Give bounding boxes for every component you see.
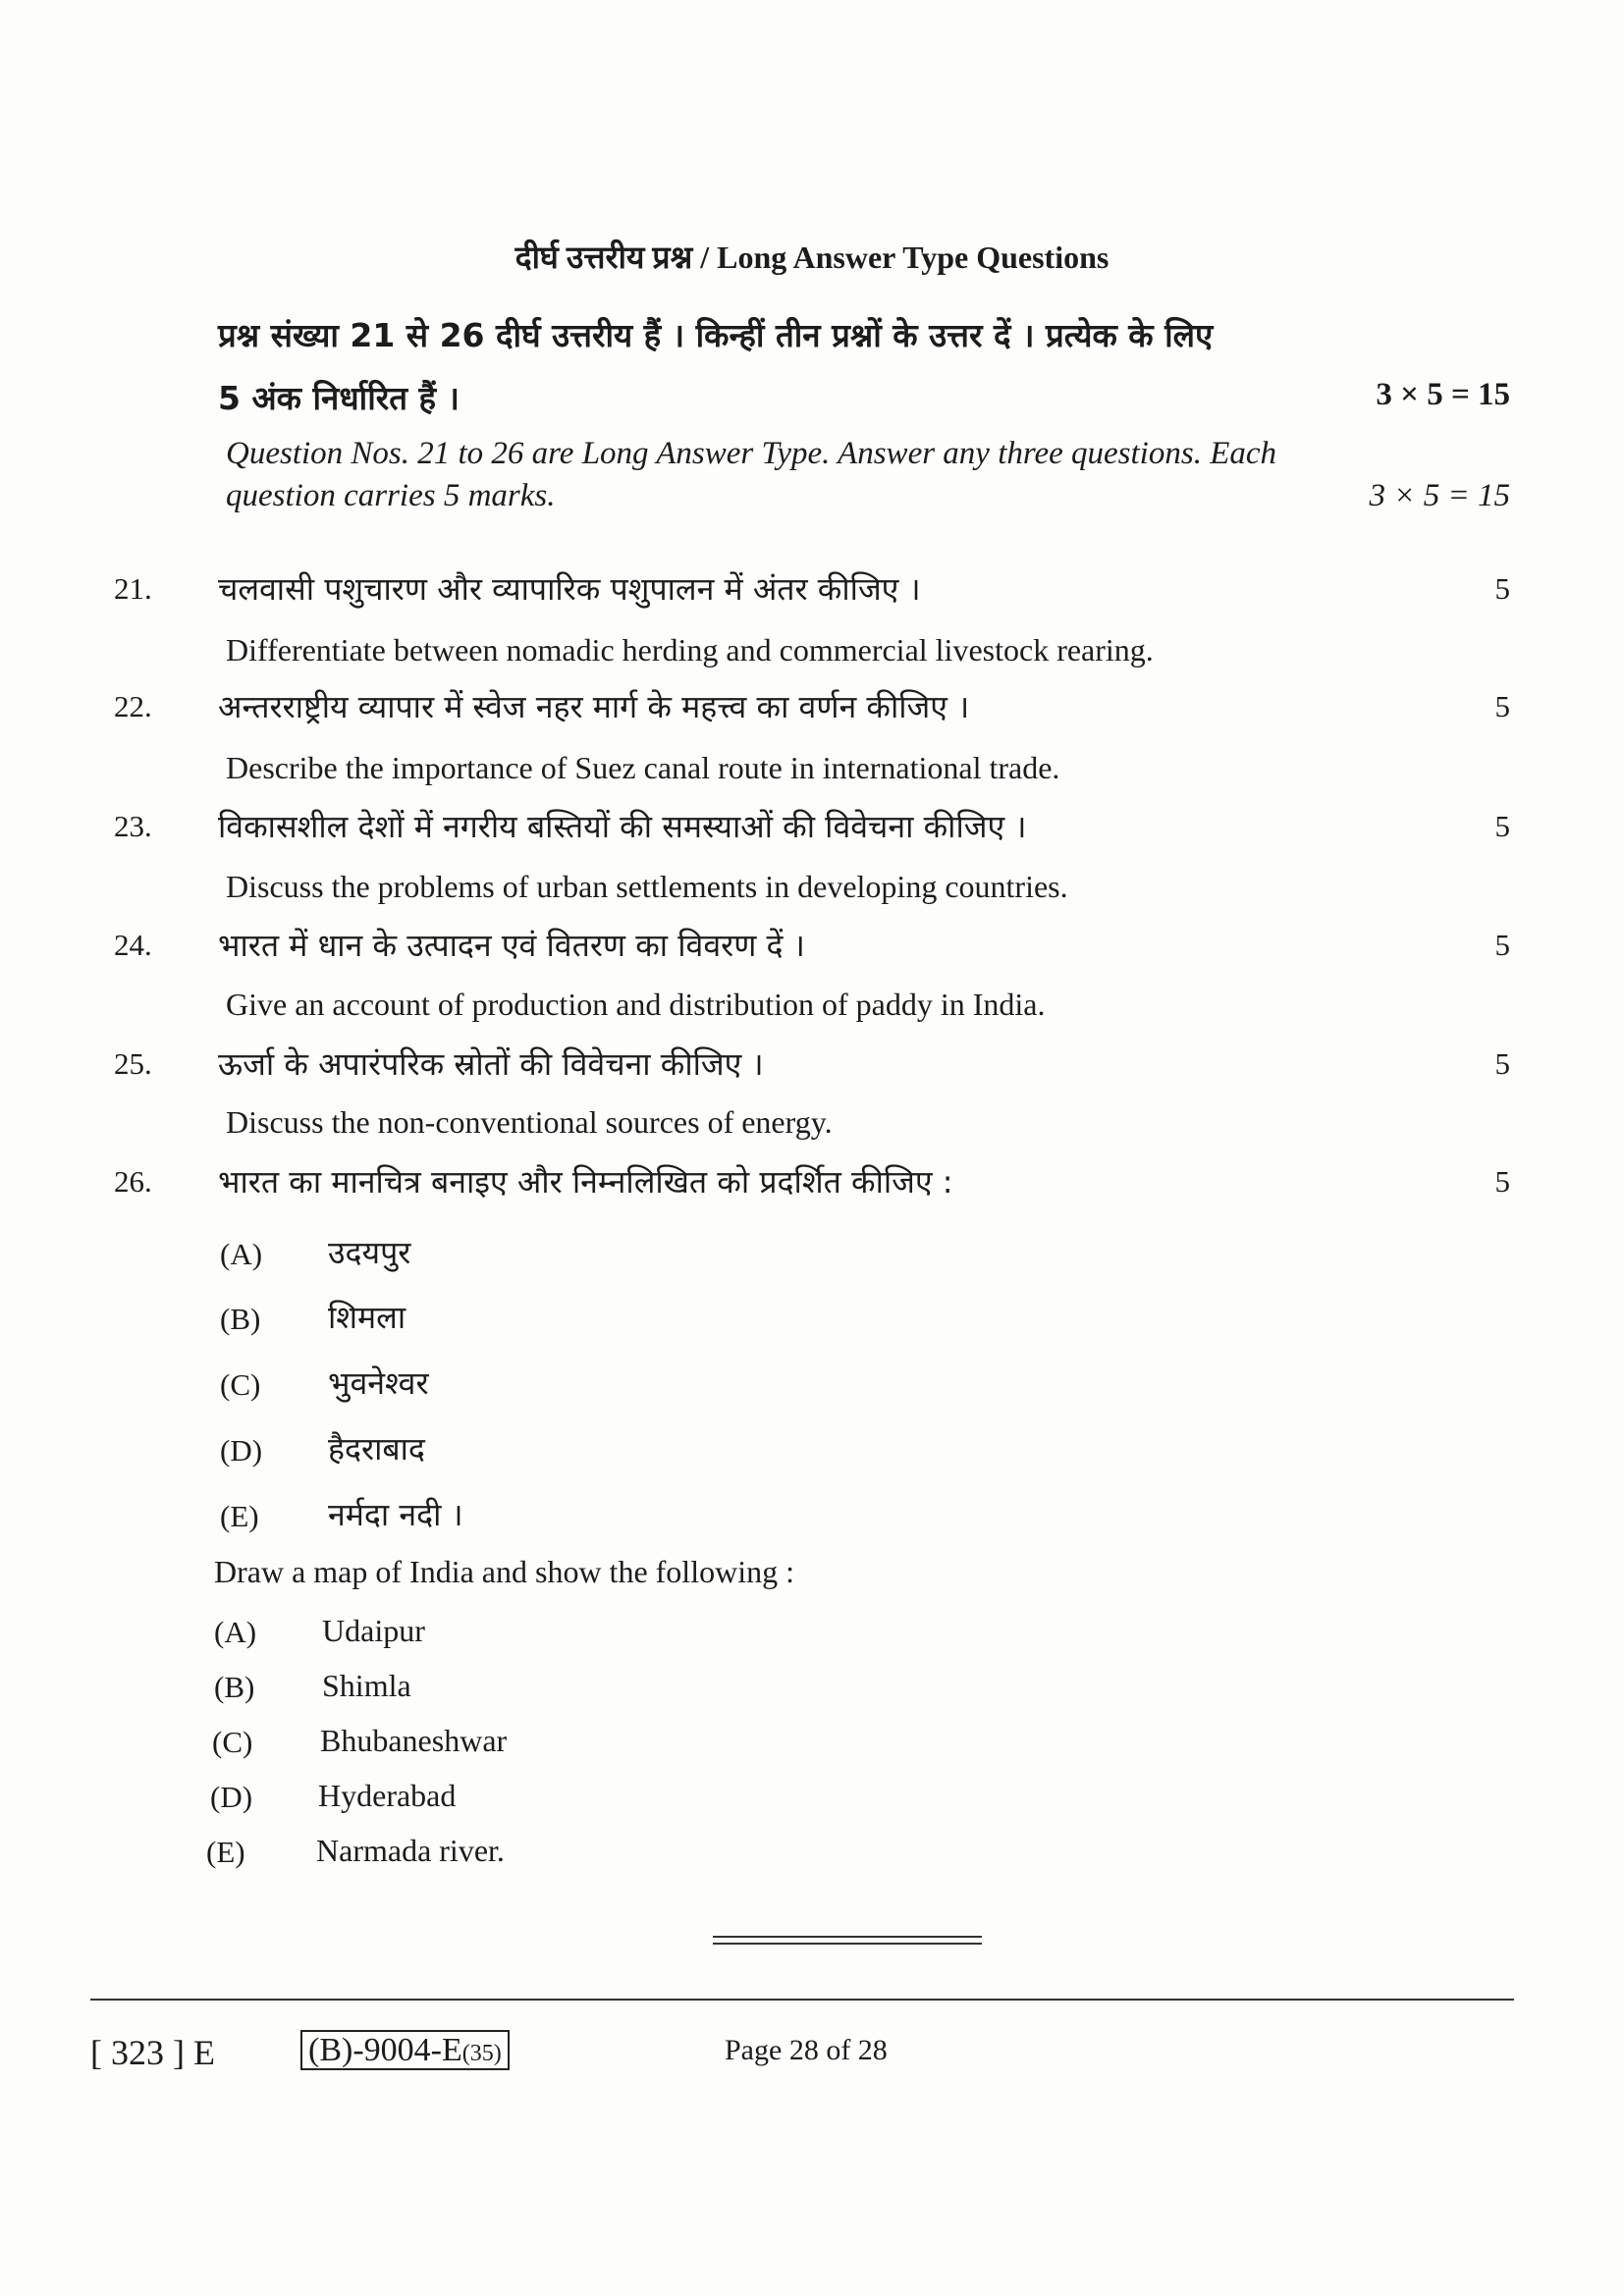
page-number: Page 28 of 28 <box>725 2034 888 2066</box>
question-english: Discuss the problems of urban settlements in developing countries. <box>226 869 1068 904</box>
question-number: 26. <box>114 1164 152 1199</box>
option-text-hindi: शिमला <box>328 1299 406 1336</box>
instruction-hindi-line1: प्रश्न संख्या 21 से 26 दीर्घ उत्तरीय हैं । किन्हीं तीन प्रश्नों के उत्तर दें । प्रत्येक के लिए <box>218 316 1214 354</box>
instruction-hindi-line2: 5 अंक निर्धारित हैं । <box>218 379 460 417</box>
question-number: 22. <box>114 689 152 723</box>
instruction-hindi-marks: 3 × 5 = 15 <box>1376 377 1510 412</box>
booklet-code <box>300 2028 510 2069</box>
option-text-english: Udaipur <box>322 1613 425 1648</box>
question-hindi: भारत का मानचित्र बनाइए और निम्नलिखित को प्रदर्शित कीजिए : <box>218 1163 953 1201</box>
question-number: 24. <box>114 928 152 962</box>
question-marks: 5 <box>1494 1046 1510 1081</box>
question-hindi: विकासशील देशों में नगरीय बस्तियों की समस्याओं की विवेचना कीजिए । <box>218 808 1027 845</box>
question-english: Differentiate between nomadic herding and commercial livestock rearing. <box>226 632 1154 667</box>
question-marks: 5 <box>1494 809 1510 843</box>
option-label: (E) <box>220 1499 259 1533</box>
option-label: (E) <box>206 1835 245 1869</box>
question-number: 21. <box>114 571 152 606</box>
instruction-english-line2: question carries 5 marks. <box>226 478 556 513</box>
booklet-code-sub: (35) <box>461 2041 502 2066</box>
question-hindi: ऊर्जा के अपारंपरिक स्रोतों की विवेचना कीजिए । <box>218 1045 764 1083</box>
question-english: Discuss the non-conventional sources of energy. <box>226 1104 833 1140</box>
option-label: (D) <box>210 1780 253 1814</box>
question-marks: 5 <box>1494 689 1510 723</box>
question-marks: 5 <box>1494 571 1510 606</box>
question-hindi: चलवासी पशुचारण और व्यापारिक पशुपालन में अंतर कीजिए । <box>218 570 921 608</box>
option-text-english: Shimla <box>322 1668 411 1703</box>
question-marks: 5 <box>1494 1164 1510 1199</box>
section-heading: दीर्घ उत्तरीय प्रश्न / Long Answer Type Questions <box>514 240 1110 275</box>
end-rule <box>713 1936 982 1938</box>
option-text-hindi: उदयपुर <box>328 1234 411 1271</box>
question-hindi: भारत में धान के उत्पादन एवं वितरण का विवरण दें । <box>218 927 805 964</box>
option-label: (A) <box>220 1237 263 1271</box>
instruction-english-line1: Question Nos. 21 to 26 are Long Answer Type. Answer any three questions. Each <box>226 436 1277 471</box>
option-label: (A) <box>214 1615 257 1649</box>
option-label: (B) <box>214 1670 255 1704</box>
option-text-english: Narmada river. <box>316 1833 505 1868</box>
option-text-hindi: नर्मदा नदी । <box>328 1496 463 1533</box>
end-rule <box>713 1943 982 1945</box>
question-number: 25. <box>114 1046 152 1081</box>
option-label: (C) <box>212 1725 253 1759</box>
option-text-english: Bhubaneshwar <box>320 1723 508 1758</box>
option-label: (B) <box>220 1302 261 1336</box>
paper-code: [ 323 ] E <box>90 2033 215 2072</box>
option-text-english: Hyderabad <box>318 1778 457 1813</box>
question-hindi: अन्तरराष्ट्रीय व्यापार में स्वेज नहर मार्ग के महत्त्व का वर्णन कीजिए । <box>218 688 970 725</box>
question-english: Give an account of production and distribution of paddy in India. <box>226 987 1046 1022</box>
booklet-code-main: (B)-9004-E <box>308 2032 462 2068</box>
option-label: (D) <box>220 1433 263 1468</box>
question-marks: 5 <box>1494 928 1510 962</box>
question-english: Describe the importance of Suez canal route in international trade. <box>226 750 1060 785</box>
instruction-english-marks: 3 × 5 = 15 <box>1369 478 1510 513</box>
option-label: (C) <box>220 1367 261 1402</box>
question-number: 23. <box>114 809 152 843</box>
option-text-hindi: भुवनेश्वर <box>328 1364 429 1402</box>
option-text-hindi: हैदराबाद <box>328 1430 425 1468</box>
footer-rule <box>90 1999 1514 2001</box>
question-english: Draw a map of India and show the following : <box>214 1554 794 1589</box>
